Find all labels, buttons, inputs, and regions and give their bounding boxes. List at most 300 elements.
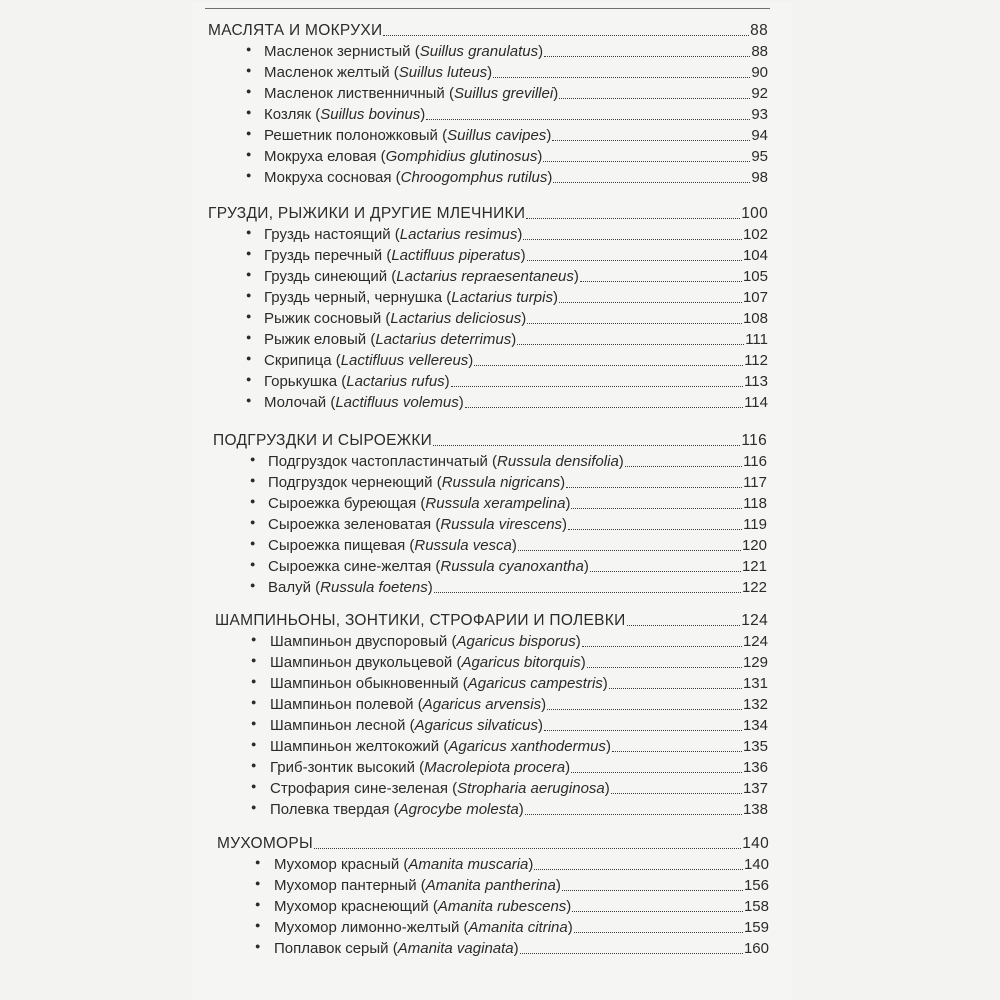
entry-title	[268, 495, 570, 512]
toc-entry	[246, 306, 768, 327]
entry-latin-name: Agaricus campestris	[467, 675, 603, 692]
entry-russian-name: Мухомор пантерный (	[274, 877, 426, 894]
entry-page-number: 122	[741, 579, 767, 596]
entry-latin-name: Agrocybe molesta	[398, 801, 519, 818]
entry-russian-name: Груздь настоящий (	[264, 226, 400, 243]
section-title: МУХОМОРЫ	[217, 835, 314, 852]
dot-leader	[543, 161, 750, 162]
dot-leader	[571, 508, 742, 509]
bullet-icon: ●	[250, 559, 256, 569]
entry-latin-name: Agaricus xanthodermus	[448, 738, 606, 755]
toc-entry	[246, 165, 768, 186]
section-title: ШАМПИНЬОНЫ, ЗОНТИКИ, СТРОФАРИИ И ПОЛЕВКИ	[215, 612, 626, 629]
entry-latin-name: Amanita muscaria	[408, 856, 529, 873]
entry-title	[264, 85, 558, 102]
entry-paren: )	[567, 919, 573, 936]
toc-entry	[250, 491, 767, 512]
entry-latin-name: Lactarius rufus	[346, 373, 445, 390]
dot-leader	[434, 592, 741, 593]
toc-entry	[251, 776, 768, 797]
entry-page-number: 119	[743, 516, 767, 533]
entry-paren: )	[468, 352, 474, 369]
entry-latin-name: Russula virescens	[440, 516, 563, 533]
toc-entry	[246, 243, 768, 264]
dot-leader	[433, 445, 740, 446]
entry-latin-name: Russula densifolia	[497, 453, 619, 470]
entry-title	[268, 516, 567, 533]
entry-page-number: 140	[743, 856, 769, 873]
entry-title	[274, 856, 533, 873]
entry-russian-name: Рыжик еловый (	[264, 331, 376, 348]
entry-russian-name: Шампиньон двукольцевой (	[270, 654, 462, 671]
entry-latin-name: Suillus bovinus	[320, 106, 421, 123]
entry-latin-name: Amanita vaginata	[397, 940, 514, 957]
dot-leader	[625, 466, 742, 467]
bullet-icon: ●	[246, 248, 252, 258]
dot-leader	[562, 890, 743, 891]
entry-latin-name: Gomphidius glutinosus	[385, 148, 538, 165]
entry-russian-name: Груздь синеющий (	[264, 268, 397, 285]
entry-page-number: 88	[751, 43, 768, 60]
dot-leader	[627, 625, 741, 626]
entry-page-number: 135	[742, 738, 768, 755]
entry-paren: )	[565, 495, 571, 512]
dot-leader	[559, 302, 742, 303]
entry-paren: )	[560, 474, 566, 491]
toc-entry	[255, 936, 769, 957]
toc-entry	[246, 102, 768, 123]
entry-title	[270, 801, 524, 818]
section-heading	[217, 831, 769, 852]
entry-paren: )	[562, 516, 568, 533]
entry-latin-name: Lactifluus vellereus	[340, 352, 469, 369]
dot-leader	[518, 550, 741, 551]
section-heading	[208, 201, 768, 222]
entry-title	[264, 148, 542, 165]
entry-page-number: 136	[742, 759, 768, 776]
entry-paren: )	[521, 310, 527, 327]
dot-leader	[474, 365, 743, 366]
entry-russian-name: Подгруздок частопластинчатый (	[268, 453, 498, 470]
dot-leader	[552, 140, 750, 141]
toc-entry	[255, 894, 769, 915]
entry-latin-name: Amanita citrina	[468, 919, 568, 936]
entry-title	[264, 289, 558, 306]
entry-paren: )	[573, 268, 579, 285]
toc-entry	[251, 692, 768, 713]
entry-russian-name: Полевка твердая (	[270, 801, 399, 818]
entry-latin-name: Lactarius turpis	[451, 289, 553, 306]
entry-page-number: 112	[744, 352, 768, 369]
dot-leader	[571, 772, 742, 773]
entry-russian-name: Сыроежка сине-желтая (	[268, 558, 441, 575]
entry-latin-name: Lactifluus piperatus	[391, 247, 521, 264]
bullet-icon: ●	[251, 781, 257, 791]
toc-entry	[246, 348, 768, 369]
dot-leader	[451, 386, 743, 387]
bullet-icon: ●	[255, 920, 261, 930]
entry-latin-name: Macrolepiota procera	[424, 759, 566, 776]
entry-title	[274, 919, 573, 936]
dot-leader	[534, 869, 743, 870]
entry-latin-name: Russula nigricans	[441, 474, 561, 491]
entry-page-number: 160	[743, 940, 769, 957]
dot-leader	[582, 646, 742, 647]
entry-paren: )	[566, 898, 572, 915]
entry-paren: )	[547, 169, 553, 186]
entry-russian-name: Мокруха сосновая (	[264, 169, 401, 186]
entry-title	[268, 537, 517, 554]
entry-latin-name: Stropharia aeruginosa	[457, 780, 605, 797]
entry-russian-name: Мухомор краснеющий (	[274, 898, 438, 915]
entry-latin-name: Russula cyanoxantha	[440, 558, 584, 575]
bullet-icon: ●	[251, 697, 257, 707]
entry-russian-name: Шампиньон двуспоровый (	[270, 633, 457, 650]
bullet-icon: ●	[255, 941, 261, 951]
toc-entry	[255, 915, 769, 936]
bullet-icon: ●	[255, 857, 261, 867]
entry-russian-name: Скрипица (	[264, 352, 341, 369]
entry-latin-name: Amanita rubescens	[437, 898, 567, 915]
entry-title	[270, 696, 546, 713]
bullet-icon: ●	[255, 878, 261, 888]
dot-leader	[568, 529, 742, 530]
bullet-icon: ●	[246, 311, 252, 321]
entry-paren: )	[528, 856, 534, 873]
toc-entry	[251, 734, 768, 755]
toc-entry	[250, 512, 767, 533]
entry-paren: )	[458, 394, 464, 411]
section-page-number: 100	[741, 205, 768, 222]
entry-paren: )	[444, 373, 450, 390]
bullet-icon: ●	[251, 655, 257, 665]
entry-latin-name: Russula foetens	[320, 579, 428, 596]
dot-leader	[493, 77, 750, 78]
entry-russian-name: Мухомор красный (	[274, 856, 409, 873]
entry-title	[264, 169, 552, 186]
entry-latin-name: Lactifluus volemus	[335, 394, 459, 411]
toc-entry	[255, 873, 769, 894]
entry-title	[264, 106, 425, 123]
entry-russian-name: Сыроежка пищевая (	[268, 537, 415, 554]
dot-leader	[544, 56, 750, 57]
bullet-icon: ●	[250, 475, 256, 485]
entry-title	[264, 247, 526, 264]
entry-page-number: 137	[742, 780, 768, 797]
bullet-icon: ●	[251, 760, 257, 770]
entry-latin-name: Lactarius deliciosus	[390, 310, 522, 327]
entry-title	[264, 352, 473, 369]
entry-russian-name: Мокруха еловая (	[264, 148, 386, 165]
entry-paren: )	[555, 877, 561, 894]
bullet-icon: ●	[246, 170, 252, 180]
section-page-number: 124	[741, 612, 768, 629]
bullet-icon: ●	[251, 676, 257, 686]
entry-paren: )	[537, 148, 543, 165]
entry-paren: )	[518, 801, 524, 818]
entry-page-number: 107	[742, 289, 768, 306]
dot-leader	[314, 848, 741, 849]
entry-title	[270, 654, 586, 671]
entry-page-number: 90	[751, 64, 768, 81]
section-title: МАСЛЯТА И МОКРУХИ	[208, 22, 383, 39]
entry-latin-name: Lactarius deterrimus	[375, 331, 512, 348]
entry-page-number: 102	[742, 226, 768, 243]
entry-title	[274, 877, 561, 894]
bullet-icon: ●	[246, 332, 252, 342]
entry-russian-name: Подгруздок чернеющий (	[268, 474, 442, 491]
dot-leader	[527, 323, 742, 324]
bullet-icon: ●	[250, 454, 256, 464]
toc-entry	[246, 39, 768, 60]
entry-russian-name: Горькушка (	[264, 373, 347, 390]
entry-page-number: 124	[742, 633, 768, 650]
entry-latin-name: Amanita pantherina	[425, 877, 556, 894]
toc-entry	[251, 629, 768, 650]
entry-latin-name: Agaricus silvaticus	[414, 717, 538, 734]
entry-title	[264, 331, 516, 348]
toc-entry	[250, 575, 767, 596]
entry-paren: )	[605, 738, 611, 755]
dot-leader	[572, 911, 743, 912]
entry-russian-name: Козляк (	[264, 106, 321, 123]
entry-paren: )	[517, 226, 523, 243]
entry-title	[274, 898, 571, 915]
bullet-icon: ●	[250, 517, 256, 527]
entry-title	[270, 717, 543, 734]
bullet-icon: ●	[251, 802, 257, 812]
entry-title	[264, 226, 522, 243]
entry-page-number: 114	[744, 394, 768, 411]
entry-paren: )	[546, 127, 552, 144]
entry-paren: )	[427, 579, 433, 596]
toc-entry	[246, 60, 768, 81]
section-heading	[213, 428, 767, 449]
entry-page-number: 134	[742, 717, 768, 734]
entry-paren: )	[553, 85, 559, 102]
entry-paren: )	[541, 696, 547, 713]
dot-leader	[523, 239, 742, 240]
toc-entry	[246, 369, 768, 390]
entry-russian-name: Масленок зернистый (	[264, 43, 420, 60]
toc-section	[0, 18, 1000, 186]
toc-entry	[246, 264, 768, 285]
entry-title	[268, 474, 565, 491]
section-page-number: 116	[741, 432, 767, 449]
toc-entry	[246, 81, 768, 102]
entry-russian-name: Сыроежка зеленоватая (	[268, 516, 441, 533]
dot-leader	[525, 814, 742, 815]
section-page-number: 140	[742, 835, 769, 852]
section-heading	[215, 608, 768, 629]
entry-russian-name: Молочай (	[264, 394, 336, 411]
entry-title	[270, 759, 570, 776]
entry-paren: )	[537, 717, 543, 734]
dot-leader	[559, 98, 750, 99]
entry-page-number: 120	[741, 537, 767, 554]
entry-page-number: 95	[751, 148, 768, 165]
toc-entry	[255, 852, 769, 873]
entry-page-number: 94	[751, 127, 768, 144]
entry-page-number: 93	[751, 106, 768, 123]
entry-page-number: 116	[743, 453, 767, 470]
toc-section	[0, 608, 1000, 818]
entry-latin-name: Russula xerampelina	[425, 495, 566, 512]
entry-russian-name: Масленок лиственничный (	[264, 85, 454, 102]
entry-latin-name: Russula vesca	[414, 537, 512, 554]
bullet-icon: ●	[246, 149, 252, 159]
toc-entry	[251, 713, 768, 734]
entry-page-number: 117	[743, 474, 767, 491]
entry-page-number: 121	[741, 558, 767, 575]
toc-entry	[250, 554, 767, 575]
entry-page-number: 105	[742, 268, 768, 285]
toc-entry	[246, 327, 768, 348]
toc-section	[0, 201, 1000, 411]
bullet-icon: ●	[246, 374, 252, 384]
entry-page-number: 92	[751, 85, 768, 102]
entry-page-number: 158	[743, 898, 769, 915]
entry-paren: )	[520, 247, 526, 264]
entry-page-number: 113	[744, 373, 768, 390]
entry-paren: )	[552, 289, 558, 306]
entry-russian-name: Шампиньон желтокожий (	[270, 738, 449, 755]
entry-russian-name: Шампиньон полевой (	[270, 696, 423, 713]
toc-entry	[251, 650, 768, 671]
entry-paren: )	[511, 537, 517, 554]
entry-russian-name: Сыроежка буреющая (	[268, 495, 426, 512]
entry-title	[264, 373, 450, 390]
entry-paren: )	[513, 940, 519, 957]
toc-entry	[246, 285, 768, 306]
entry-title	[268, 453, 624, 470]
entry-title	[264, 268, 579, 285]
bullet-icon: ●	[251, 634, 257, 644]
entry-latin-name: Lactarius resimus	[399, 226, 518, 243]
entry-paren: )	[565, 759, 571, 776]
entry-title	[264, 64, 492, 81]
toc-section	[0, 831, 1000, 957]
dot-leader	[526, 218, 740, 219]
section-page-number: 88	[750, 22, 768, 39]
entry-title	[264, 394, 464, 411]
entry-page-number: 131	[742, 675, 768, 692]
entry-latin-name: Chroogomphus rutilus	[400, 169, 548, 186]
entry-page-number: 108	[742, 310, 768, 327]
entry-page-number: 129	[742, 654, 768, 671]
dot-leader	[383, 35, 749, 36]
bullet-icon: ●	[251, 718, 257, 728]
entry-latin-name: Suillus granulatus	[419, 43, 539, 60]
entry-paren: )	[618, 453, 624, 470]
entry-russian-name: Валуй (	[268, 579, 321, 596]
entry-page-number: 98	[751, 169, 768, 186]
dot-leader	[590, 571, 741, 572]
entry-title	[270, 675, 608, 692]
bullet-icon: ●	[250, 580, 256, 590]
dot-leader	[426, 119, 750, 120]
section-title: ПОДГРУЗДКИ И СЫРОЕЖКИ	[213, 432, 433, 449]
entry-latin-name: Agaricus bisporus	[456, 633, 576, 650]
toc-entry	[246, 222, 768, 243]
dot-leader	[609, 688, 742, 689]
bullet-icon: ●	[251, 739, 257, 749]
bullet-icon: ●	[246, 128, 252, 138]
entry-russian-name: Поплавок серый (	[274, 940, 398, 957]
entry-title	[268, 579, 433, 596]
entry-russian-name: Гриб-зонтик высокий (	[270, 759, 425, 776]
entry-russian-name: Груздь черный, чернушка (	[264, 289, 452, 306]
entry-title	[274, 940, 519, 957]
bullet-icon: ●	[246, 44, 252, 54]
entry-paren: )	[538, 43, 544, 60]
entry-latin-name: Agaricus bitorquis	[461, 654, 581, 671]
bullet-icon: ●	[250, 538, 256, 548]
section-title: ГРУЗДИ, РЫЖИКИ И ДРУГИЕ МЛЕЧНИКИ	[208, 205, 526, 222]
entry-title	[270, 633, 581, 650]
entry-latin-name: Suillus luteus	[398, 64, 488, 81]
bullet-icon: ●	[250, 496, 256, 506]
entry-latin-name: Agaricus arvensis	[422, 696, 542, 713]
entry-page-number: 156	[743, 877, 769, 894]
toc-entry	[250, 470, 767, 491]
entry-latin-name: Suillus cavipes	[447, 127, 547, 144]
bullet-icon: ●	[246, 227, 252, 237]
toc-entry	[246, 390, 768, 411]
entry-title	[264, 127, 551, 144]
dot-leader	[553, 182, 750, 183]
toc-entry	[250, 449, 767, 470]
entry-paren: )	[575, 633, 581, 650]
entry-page-number: 132	[742, 696, 768, 713]
entry-title	[268, 558, 589, 575]
entry-page-number: 118	[743, 495, 767, 512]
entry-title	[264, 310, 526, 327]
bullet-icon: ●	[246, 107, 252, 117]
dot-leader	[587, 667, 742, 668]
entry-paren: )	[583, 558, 589, 575]
toc-section	[0, 428, 1000, 596]
dot-leader	[544, 730, 742, 731]
entry-paren: )	[604, 780, 610, 797]
bullet-icon: ●	[246, 86, 252, 96]
entry-russian-name: Масленок желтый (	[264, 64, 399, 81]
toc-entry	[251, 755, 768, 776]
dot-leader	[574, 932, 743, 933]
entry-paren: )	[511, 331, 517, 348]
entry-page-number: 104	[742, 247, 768, 264]
dot-leader	[465, 407, 743, 408]
top-rule	[205, 8, 770, 9]
bullet-icon: ●	[246, 353, 252, 363]
dot-leader	[527, 260, 742, 261]
bullet-icon: ●	[246, 395, 252, 405]
entry-russian-name: Решетник полоножковый (	[264, 127, 448, 144]
bullet-icon: ●	[246, 269, 252, 279]
dot-leader	[566, 487, 742, 488]
entry-latin-name: Lactarius repraesentaneus	[396, 268, 574, 285]
toc-entry	[251, 671, 768, 692]
dot-leader	[580, 281, 742, 282]
entry-paren: )	[420, 106, 426, 123]
dot-leader	[611, 793, 742, 794]
bullet-icon: ●	[246, 65, 252, 75]
dot-leader	[520, 953, 743, 954]
entry-russian-name: Мухомор лимонно-желтый (	[274, 919, 469, 936]
bullet-icon: ●	[246, 290, 252, 300]
entry-title	[270, 738, 611, 755]
entry-paren: )	[487, 64, 493, 81]
